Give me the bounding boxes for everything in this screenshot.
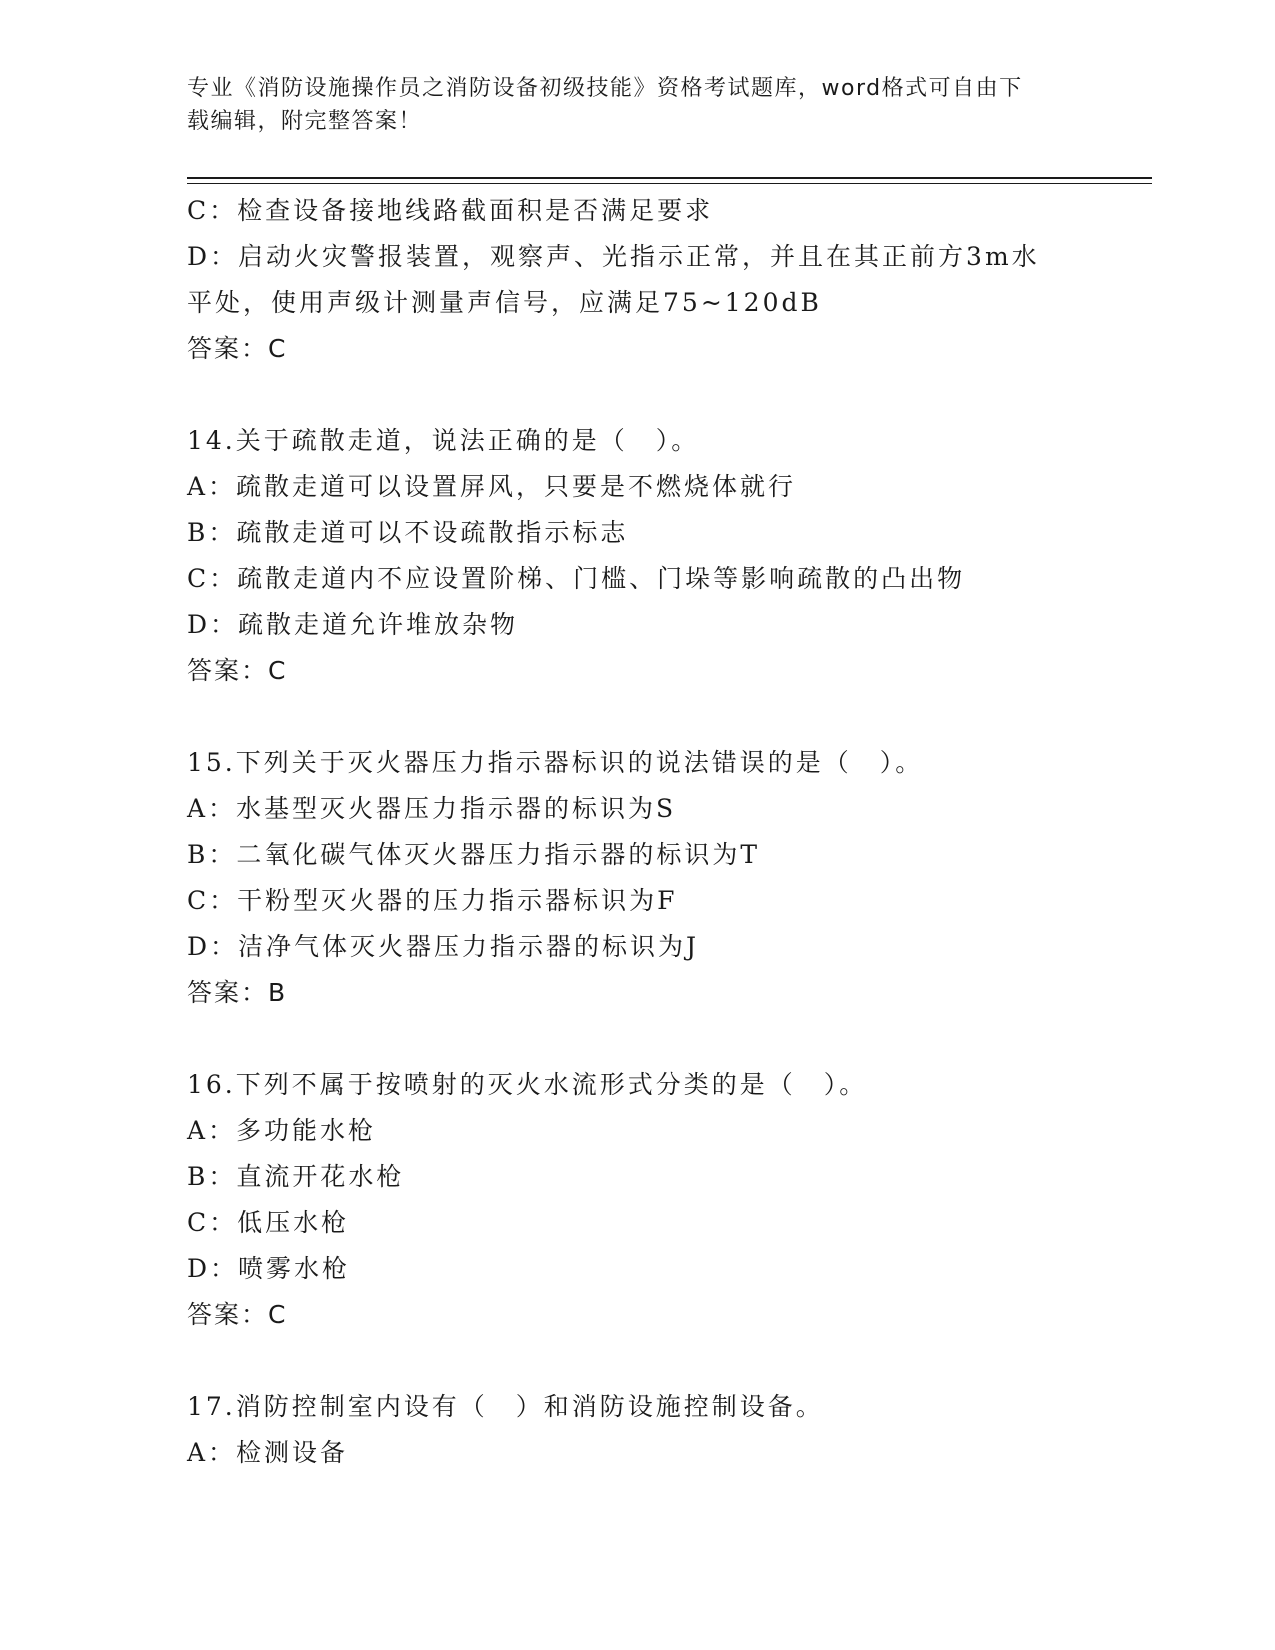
option-d: D：疏散走道允许堆放杂物 [187, 610, 519, 639]
header-rule-thick [187, 177, 1152, 179]
header-line-1: 专业《消防设施操作员之消防设备初级技能》资格考试题库，word格式可自由下 [187, 76, 1023, 101]
option-c: C：疏散走道内不应设置阶梯、门槛、门垛等影响疏散的凸出物 [187, 564, 966, 593]
answer: 答案：C [187, 334, 288, 363]
spacer [187, 1338, 1087, 1384]
option-d: D：洁净气体灭火器压力指示器的标识为J [187, 932, 700, 961]
option-c: C：低压水枪 [187, 1208, 350, 1237]
option-a: A：水基型灭火器压力指示器的标识为S [187, 794, 677, 823]
question-stem: 15.下列关于灭火器压力指示器标识的说法错误的是（ ）。 [187, 748, 924, 777]
continued-question [187, 188, 1087, 372]
option-d-continued: 平处，使用声级计测量声信号，应满足75~120dB [187, 288, 822, 317]
question-15 [187, 740, 1087, 1016]
answer: 答案：B [187, 978, 288, 1007]
question-17 [187, 1384, 1087, 1476]
option-c: C：检查设备接地线路截面积是否满足要求 [187, 196, 714, 225]
document-header [187, 72, 1087, 138]
option-d: D：启动火灾警报装置，观察声、光指示正常，并且在其正前方3m水 [187, 242, 1040, 271]
option-c: C：干粉型灭火器的压力指示器标识为F [187, 886, 678, 915]
question-16 [187, 1062, 1087, 1338]
answer: 答案：C [187, 656, 288, 685]
option-d: D：喷雾水枪 [187, 1254, 351, 1283]
option-b: B：二氧化碳气体灭火器压力指示器的标识为T [187, 840, 761, 869]
header-line-2: 载编辑，附完整答案！ [187, 109, 423, 134]
document-body [187, 188, 1087, 1476]
spacer [187, 694, 1087, 740]
header-rule-thin [187, 183, 1152, 184]
option-a: A：多功能水枪 [187, 1116, 377, 1145]
answer: 答案：C [187, 1300, 288, 1329]
spacer [187, 1016, 1087, 1062]
option-b: B：疏散走道可以不设疏散指示标志 [187, 518, 629, 547]
question-stem: 17.消防控制室内设有（ ）和消防设施控制设备。 [187, 1392, 824, 1421]
option-b: B：直流开花水枪 [187, 1162, 405, 1191]
option-a: A：检测设备 [187, 1438, 349, 1467]
question-stem: 14.关于疏散走道，说法正确的是（ ）。 [187, 426, 700, 455]
option-a: A：疏散走道可以设置屏风，只要是不燃烧体就行 [187, 472, 797, 501]
question-stem: 16.下列不属于按喷射的灭火水流形式分类的是（ ）。 [187, 1070, 868, 1099]
question-14 [187, 418, 1087, 694]
spacer [187, 372, 1087, 418]
